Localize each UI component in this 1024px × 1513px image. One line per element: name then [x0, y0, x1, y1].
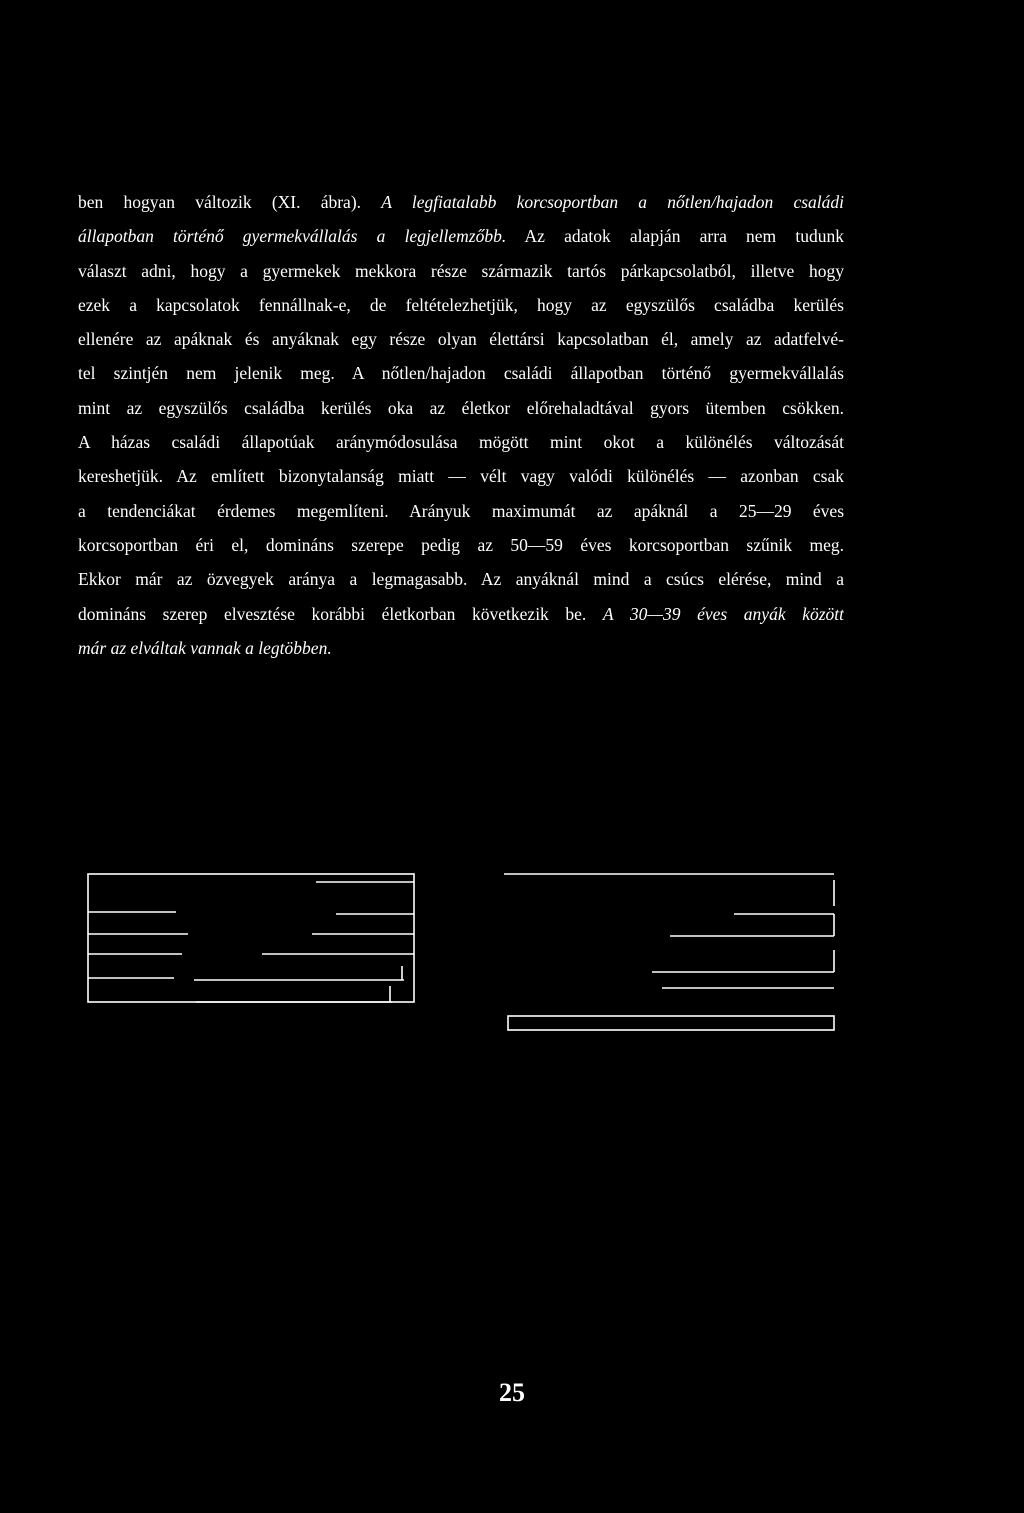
text-line-3: választ adni, hogy a gyermekek mekkora része származik tartós párkapcsolatból, illetve hogy	[78, 260, 844, 281]
text-line-12: Ekkor már az özvegyek aránya a legmagasabb. Az anyáknál mind a csúcs elérése, mind a	[78, 569, 844, 590]
text-line-8: A házas családi állapotúak aránymódosulása mögött mint okot a különélés változását	[78, 432, 844, 453]
text-line-7: mint az egyszülős családba kerülés oka az életkor előrehaladtával gyors ütemben csökken.	[78, 397, 844, 418]
text-line-1: ben hogyan változik (XI. ábra). A legfiatalabb korcsoportban a nőtlen/hajadon családi	[78, 192, 844, 212]
text-line-2: állapotban történő gyermekvállalás a legjellemzőbb. Az adatok alapján arra nem tudunk	[78, 226, 844, 247]
figure-right-frame	[508, 1016, 834, 1030]
text-line-5: ellenére az apáknak és anyáknak egy része olyan élettársi kapcsolatban él, amely az adatfelvé-	[78, 329, 844, 350]
figure-left-frame	[88, 874, 414, 1002]
page-number: 25	[499, 1378, 525, 1407]
figure-left-lineart	[86, 866, 418, 1012]
text-line-9: kereshetjük. Az említett bizonytalanság miatt — vélt vagy valódi különélés — azonban csak	[78, 466, 844, 487]
text-line-11: korcsoportban éri el, domináns szerepe pedig az 50—59 éves korcsoportban szűnik meg.	[78, 534, 844, 555]
text-line-13: domináns szerep elvesztése korábbi életkorban következik be. A 30—39 éves anyák között	[78, 603, 844, 624]
text-line-14: már az elváltak vannak a legtöbben.	[78, 637, 332, 658]
figure-right-lineart	[502, 866, 842, 1032]
text-line-10: a tendenciákat érdemes megemlíteni. Arányuk maximumát az apáknál a 25—29 éves	[78, 500, 844, 521]
body-text	[78, 185, 844, 665]
text-line-6: tel szintjén nem jelenik meg. A nőtlen/hajadon családi állapotban történő gyermekvállalás	[78, 363, 844, 384]
text-line-4: ezek a kapcsolatok fennállnak-e, de feltételezhetjük, hogy az egyszülős családba kerülés	[78, 294, 844, 315]
